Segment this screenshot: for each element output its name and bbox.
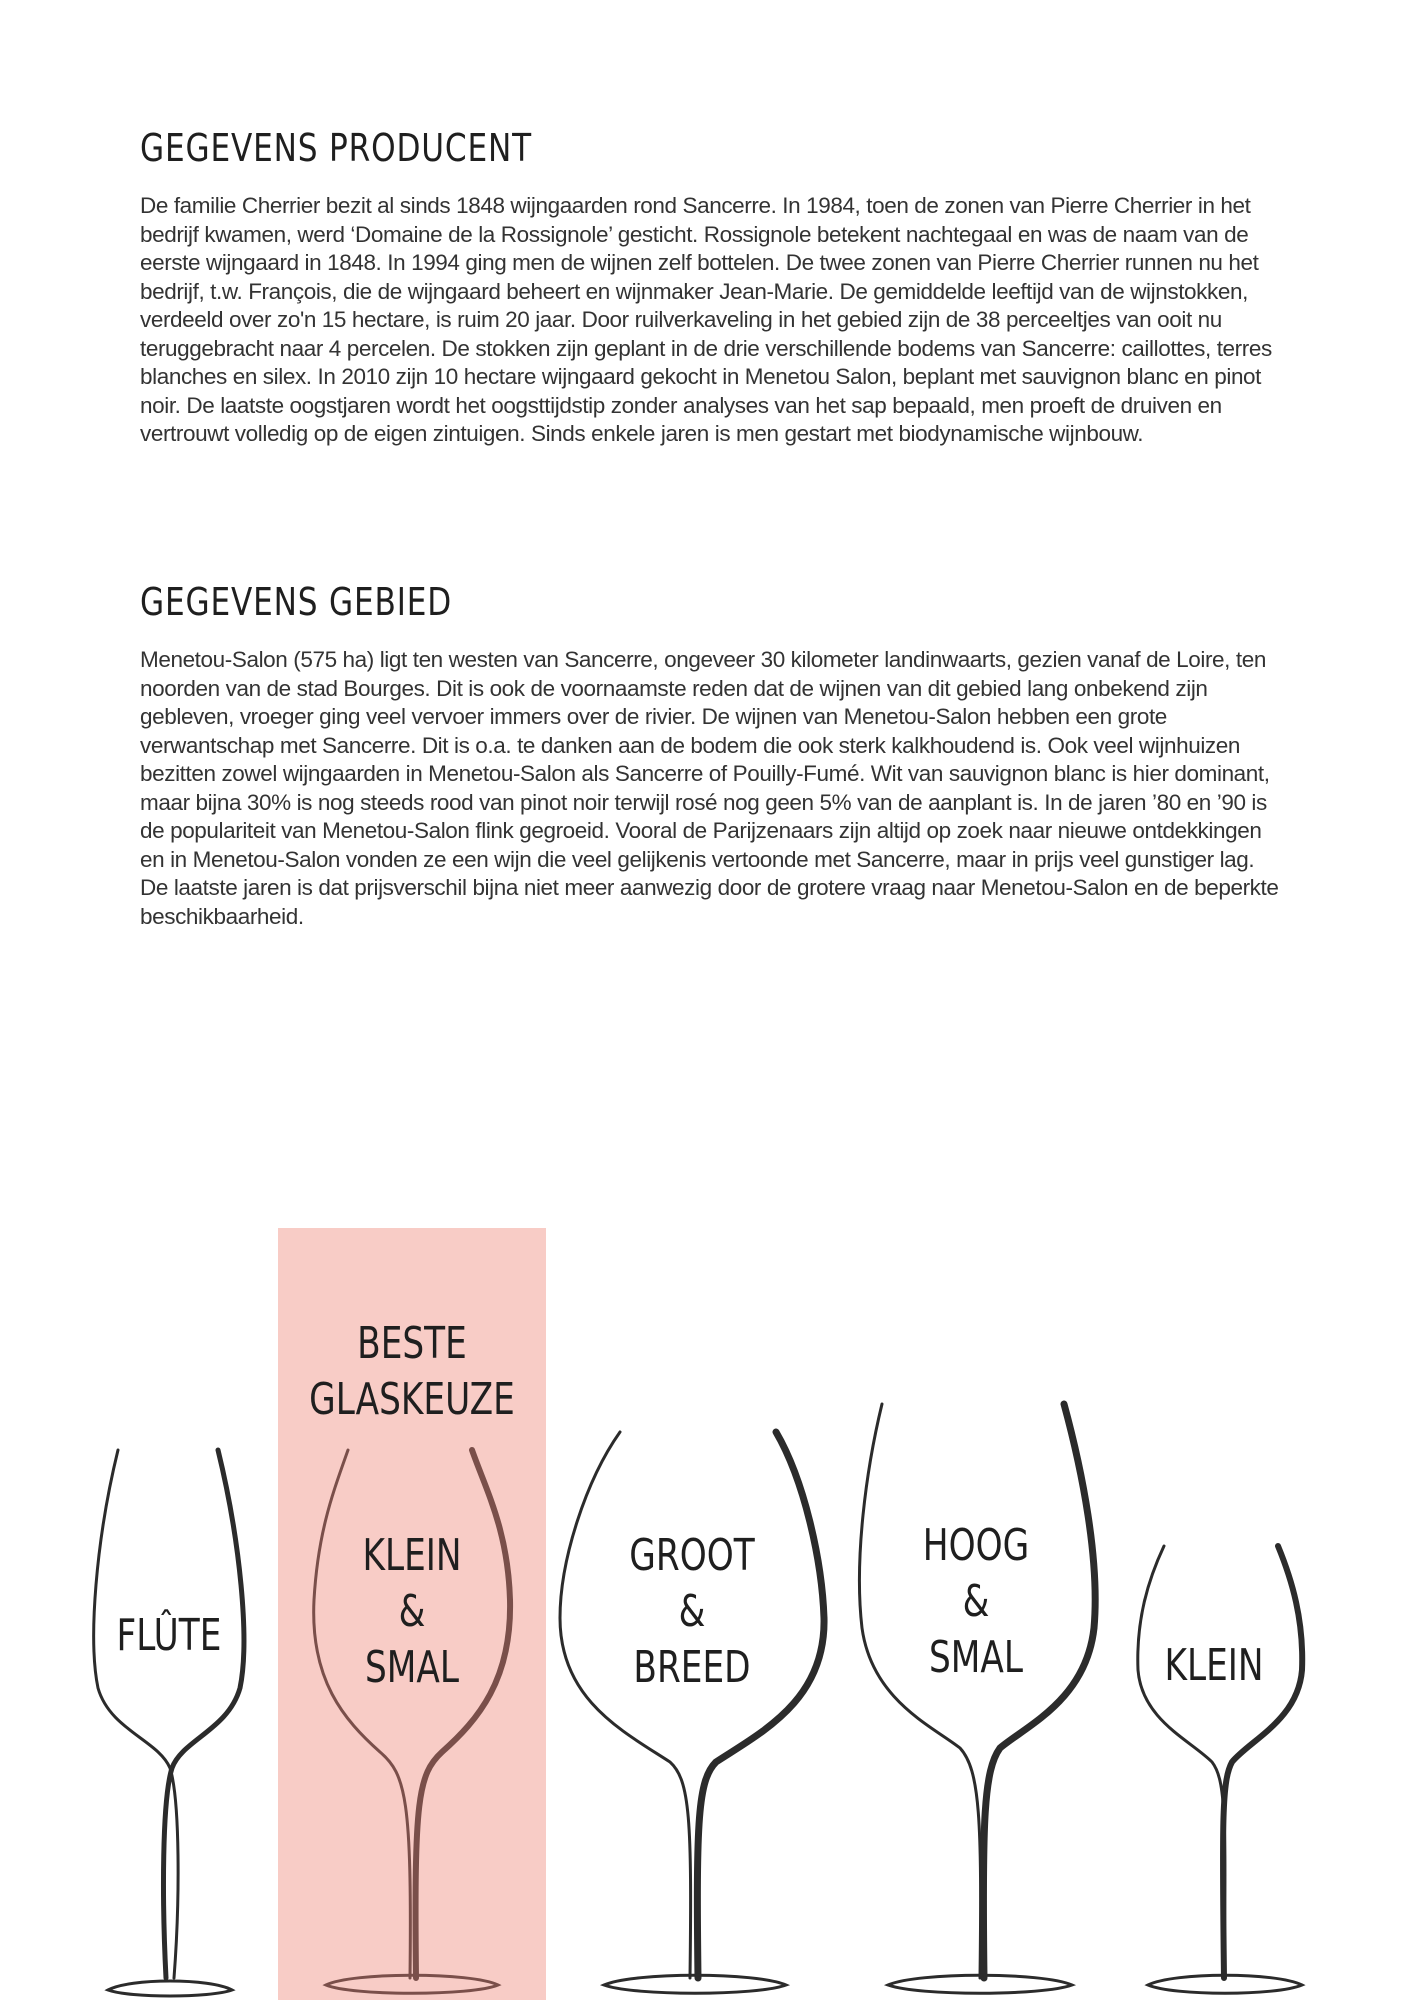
large-wide-glass-icon <box>560 1432 824 1993</box>
flute-glass-icon <box>94 1450 244 1996</box>
producer-text: De familie Cherrier bezit al sinds 1848 wijngaarden rond Sancerre. In 1984, toen de zonen van Pierre Cherrier in het bedrijf kwamen, werd ‘Domaine de la Rossignole’ gesticht. Rossignole betekent nachtegaal en was de naam van de eerste wijngaard in 1848. In 1994 ging men de wijnen zelf bottelen. De twee zonen van Pierre Cherrier runnen nu het bedrijf, t.w. François, die de wijngaard beheert en wijnmaker Jean-Marie. De gemiddelde leeftijd van de wijnstokken, verdeeld over zo'n 15 hectare, is ruim 20 jaar. Door ruilverkaveling in het gebied zijn de 38 perceeltjes van ooit nu teruggebracht naar 4 percelen. De stokken zijn geplant in de drie verschillende bodems van Sancerre: caillottes, terres blanches en silex. In 2010 zijn 10 hectare wijngaard gekocht in Menetou Salon, beplant met sauvignon blanc en pinot noir. De laatste oogstjaren wordt het oogsttijdstip zonder analyses van het sap bepaald, men proeft de druiven en vertrouwt volledig op de eigen zintuigen. Sinds enkele jaren is men gestart met biodynamische wijnbouw. <box>140 193 1272 446</box>
tall-narrow-glass-icon <box>859 1404 1095 1993</box>
producer-heading: GEGEVENS PRODUCENT <box>140 126 532 170</box>
best-label-line2: GLASKEUZE <box>309 1374 515 1425</box>
glass-label-large-wide: GROOT & BREED <box>629 1530 755 1693</box>
region-text: Menetou-Salon (575 ha) ligt ten westen van Sancerre, ongeveer 30 kilometer landinwaarts, gezien vanaf de Loire, ten noorden van de stad Bourges. Dit is ook de voornaamste reden dat de wijnen van dit gebied lang onbekend zijn gebleven, vroeger ging veel vervoer immers over de rivier. De wijnen van Menetou-Salon hebben een grote verwantschap met Sancerre. Dit is o.a. te danken aan de bodem die ook sterk kalkhoudend is. Ook veel wijnhuizen bezitten zowel wijngaarden in Menetou-Salon als Sancerre of Pouilly-Fumé. Wit van sauvignon blanc is hier dominant, maar bijna 30% is nog steeds rood van pinot noir terwijl rosé nog geen 5% van de aanplant is. In de jaren ’80 en ’90 is de populariteit van Menetou-Salon flink gegroeid. Vooral de Parijzenaars zijn altijd op zoek naar nieuwe ontdekkingen en in Menetou-Salon vonden ze een wijn die veel gelijkenis vertoonde met Sancerre, maar in prijs veel gunstiger lag. De laatste jaren is dat prijsverschil bijna niet meer aanwezig door de grotere vraag naar Menetou-Salon en de beperkte beschikbaarheid. <box>140 647 1279 929</box>
glass-label-small: KLEIN <box>1164 1640 1264 1691</box>
region-heading: GEGEVENS GEBIED <box>140 580 453 624</box>
glass-label-tall-narrow: HOOG & SMAL <box>922 1520 1030 1683</box>
glass-label-flute: FLÛTE <box>116 1610 222 1661</box>
best-label-line1: BESTE <box>357 1318 467 1369</box>
glass-label-small-narrow: KLEIN & SMAL <box>362 1530 462 1693</box>
small-glass-icon <box>1138 1546 1302 1993</box>
